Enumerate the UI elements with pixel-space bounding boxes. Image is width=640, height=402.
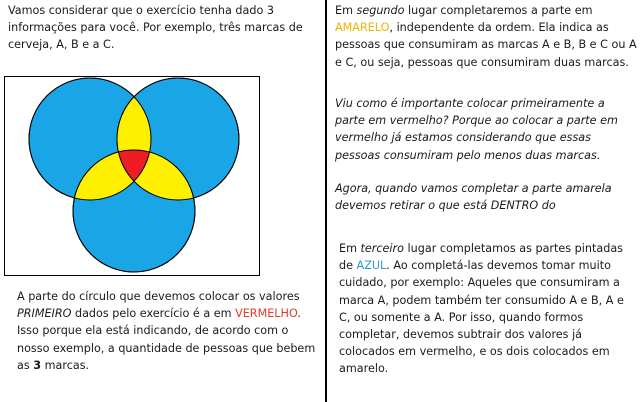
venn-diagram: [4, 76, 260, 276]
third-step-text: Em terceiro lugar completamos as partes pintadas de AZUL. Ao completá-las devemos tomar muito cuidado, por exemplo: Aqueles que consumiram a marca A, podem também ter consumido A e B, A e C, ou somente a A. Por isso, quando formos completar, devemos subtrair dos valores já colocados em vermelho, e os dois colocados em amarelo.: [339, 242, 624, 376]
caption-text: A parte do círculo que devemos colocar os valores PRIMEIRO dados pelo exercício é a em VERMELHO. Isso porque ela está indicando, de acordo com o nosso exemplo, a quantidade de pessoas que bebem as 3 marcas.: [17, 290, 316, 372]
venn-svg: [5, 77, 259, 275]
italic-note-2: Agora, quando vamos completar a parte amarela devemos retirar o que está DENTRO do: [335, 182, 612, 213]
column-divider: [325, 0, 327, 402]
intro-text: Vamos considerar que o exercício tenha dado 3 informações para você. Por exemplo, três marcas de cerveja, A, B e a C.: [8, 4, 303, 52]
second-step-text: Em segundo lugar completaremos a parte em AMARELO, independente da ordem. Ela indica as pessoas que consumiram as marcas A e B, B e C ou A e C, ou seja, pessoas que consumiram duas marcas.: [335, 4, 637, 69]
italic-note: Viu como é importante colocar primeiramente a parte em vermelho? Porque ao colocar a parte em vermelho já estamos considerando que essas pessoas consumiram pelo menos duas marcas.: [335, 97, 618, 162]
